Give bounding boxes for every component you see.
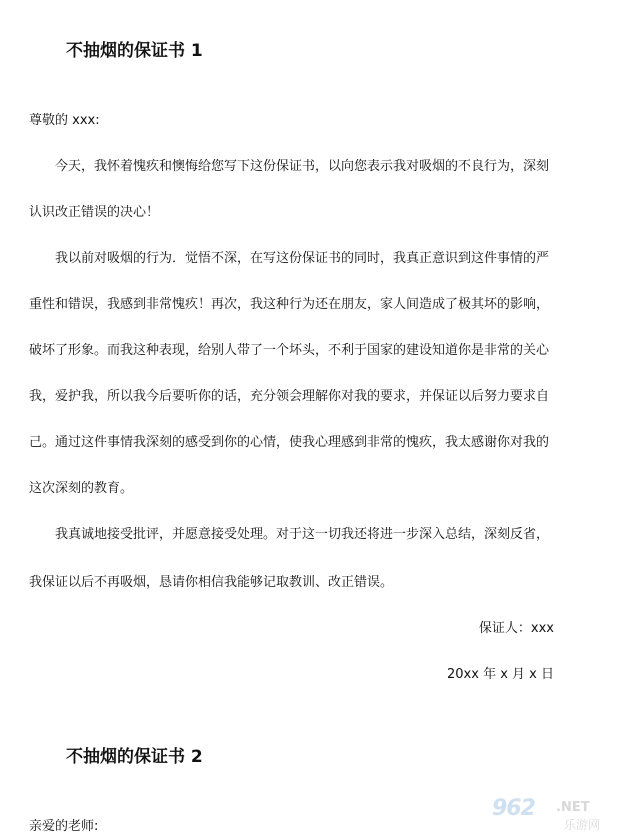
- body-line: 我，爱护我，所以我今后要听你的话，充分领会理解你对我的要求，并保证以后努力要求自: [29, 389, 550, 404]
- body-line: 重性和错误，我感到非常愧疚！再次，我这种行为还在朋友，家人间造成了极其坏的影响，: [29, 297, 550, 312]
- body-line: 认识改正错误的决心！: [29, 205, 160, 220]
- body-line: 我以前对吸烟的行为．觉悟不深，在写这份保证书的同时，我真正意识到这件事情的严: [55, 251, 550, 266]
- watermark-site-name: 乐游网: [564, 818, 601, 832]
- body-line: 我保证以后不再吸烟，恳请你相信我能够记取教训、改正错误。: [29, 575, 394, 590]
- section1-title: 不抽烟的保证书 1: [66, 41, 203, 61]
- guarantor-signature: 保证人：xxx: [478, 621, 554, 636]
- section2-title: 不抽烟的保证书 2: [66, 747, 203, 767]
- body-line: 破坏了形象。而我这种表现，给别人带了一个坏头，不利于国家的建设知道你是非常的关心: [29, 343, 550, 358]
- body-line: 我真诚地接受批评，并愿意接受处理。对于这一切我还将进一步深入总结，深刻反省，: [55, 527, 550, 542]
- document-date: 20xx 年 x 月 x 日: [447, 667, 554, 682]
- watermark-domain: .NET: [556, 800, 590, 815]
- section1-salutation: 尊敬的 xxx:: [29, 113, 100, 128]
- body-line: 这次深刻的教育。: [29, 481, 134, 496]
- watermark-logo: 962: [492, 796, 535, 821]
- body-line: 己。通过这件事情我深刻的感受到你的心情，使我心理感到非常的愧疚，我太感谢你对我的: [29, 435, 550, 450]
- section2-salutation: 亲爱的老师:: [29, 819, 99, 834]
- body-line: 今天，我怀着愧疚和懊悔给您写下这份保证书，以向您表示我对吸烟的不良行为，深刻: [55, 159, 550, 174]
- site-watermark: [492, 796, 614, 834]
